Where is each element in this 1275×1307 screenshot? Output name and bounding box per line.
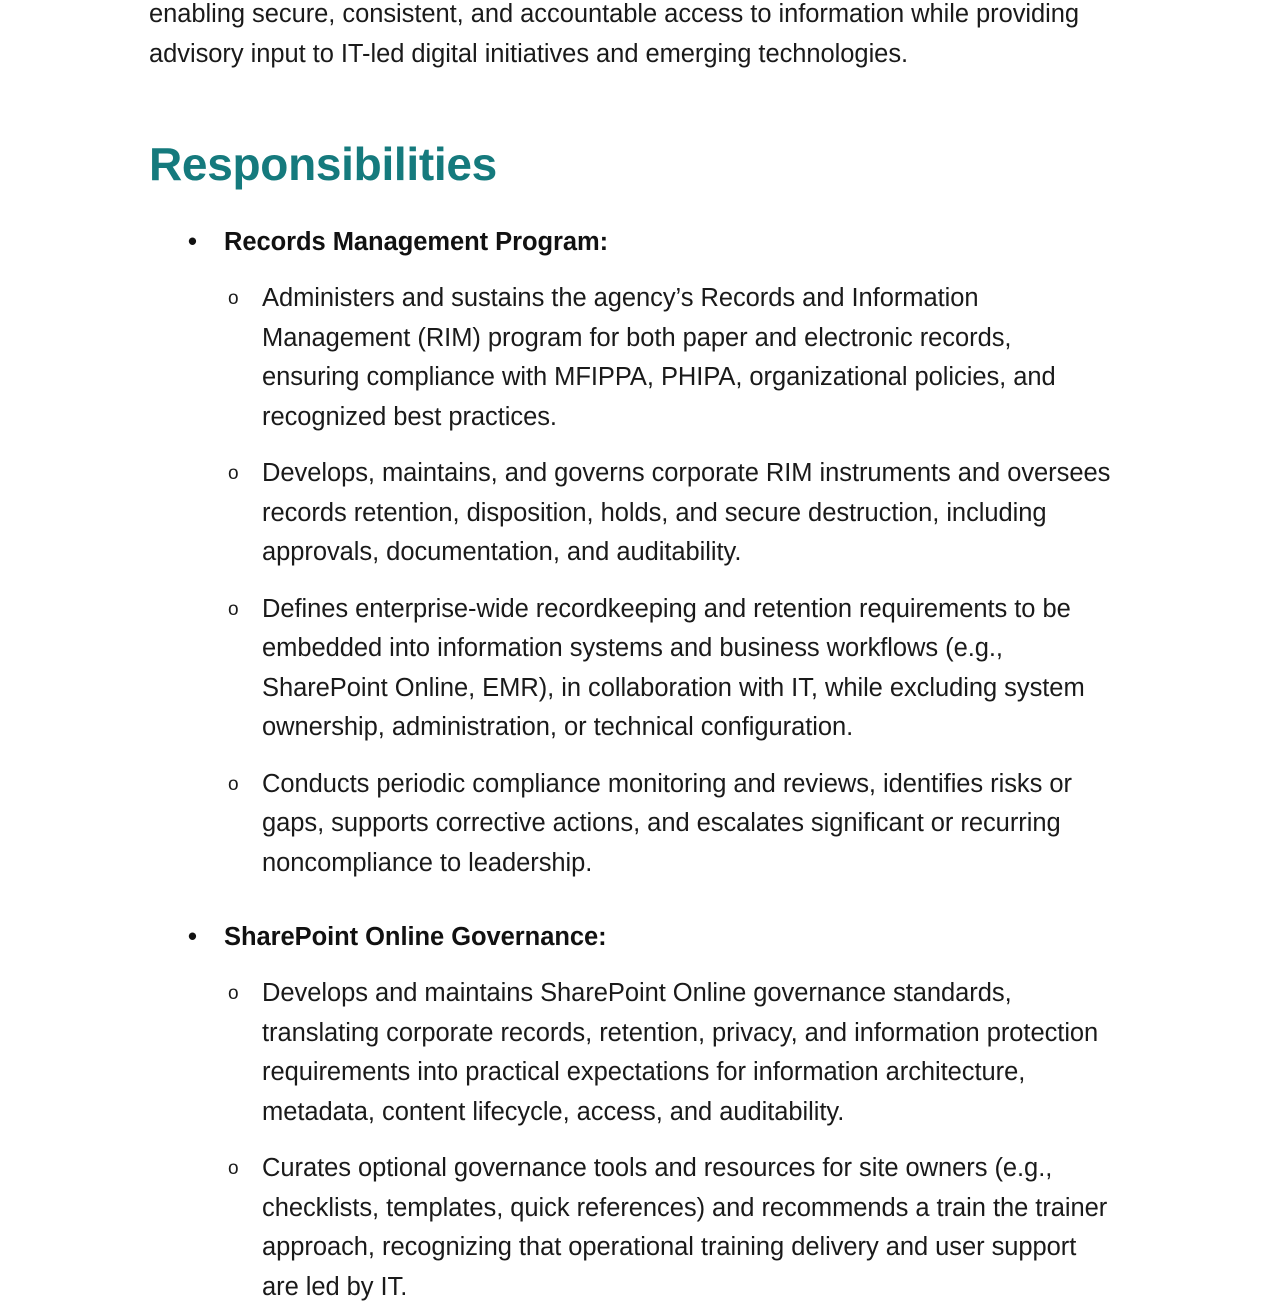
responsibility-sub-list <box>0 957 1275 1307</box>
list-item-text: Develops, maintains, and governs corporate RIM instruments and oversees records retention, disposition, holds, and secure destruction, including approvals, documentation, and auditability. <box>262 459 1111 566</box>
list-item <box>0 262 1275 437</box>
list-item <box>0 437 1275 573</box>
intro-paragraph-line-1: enabling secure, consistent, and accountable access to information while providing <box>149 0 1080 28</box>
sub-bullet-icon: o <box>228 983 239 1004</box>
responsibility-group-title-text: SharePoint Online Governance: <box>224 923 607 951</box>
responsibility-group-title <box>0 883 1275 957</box>
responsibility-group-title <box>0 190 1275 262</box>
responsibility-group-title-text: Records Management Program: <box>224 228 609 256</box>
responsibility-sub-list <box>0 262 1275 883</box>
list-item <box>0 573 1275 748</box>
list-item-text: Develops and maintains SharePoint Online governance standards, translating corporate records, retention, privacy, and information protection requirements into practical expectations for information architecture, metadata, content lifecycle, access, and auditability. <box>262 979 1099 1126</box>
sub-bullet-icon: o <box>228 463 239 484</box>
list-item <box>0 1132 1275 1307</box>
responsibility-group <box>0 190 1275 883</box>
list-item-text: Curates optional governance tools and resources for site owners (e.g., checklists, templates, quick references) and recommends a train the trainer approach, recognizing that operational training delivery and user support are led by IT. <box>262 1154 1108 1301</box>
section-heading-responsibilities: Responsibilities <box>149 138 497 190</box>
sub-bullet-icon: o <box>228 288 239 309</box>
list-item-text: Conducts periodic compliance monitoring and reviews, identifies risks or gaps, supports corrective actions, and escalates significant or recurring noncompliance to leadership. <box>262 769 1072 877</box>
sub-bullet-icon: o <box>228 598 239 620</box>
responsibilities-list <box>0 190 1275 1307</box>
bullet-icon: • <box>188 228 197 256</box>
list-item <box>0 748 1275 884</box>
list-item <box>0 957 1275 1132</box>
sub-bullet-icon: o <box>228 773 239 795</box>
bullet-icon: • <box>188 923 197 951</box>
sub-bullet-icon: o <box>228 1158 239 1179</box>
list-item-text: Administers and sustains the agency’s Records and Information Management (RIM) program for both paper and electronic records, ensuring compliance with MFIPPA, PHIPA, organizational policies, and recognized best practices. <box>262 284 1056 431</box>
intro-paragraph <box>0 0 1275 74</box>
intro-paragraph-line-2: advisory input to IT-led digital initiatives and emerging technologies. <box>149 40 909 68</box>
list-item-text: Defines enterprise-wide recordkeeping and retention requirements to be embedded into information systems and business workflows (e.g., SharePoint Online, EMR), in collaboration with IT, while excluding system ownership, administration, or technical configuration. <box>262 594 1085 741</box>
responsibility-group <box>0 883 1275 1307</box>
